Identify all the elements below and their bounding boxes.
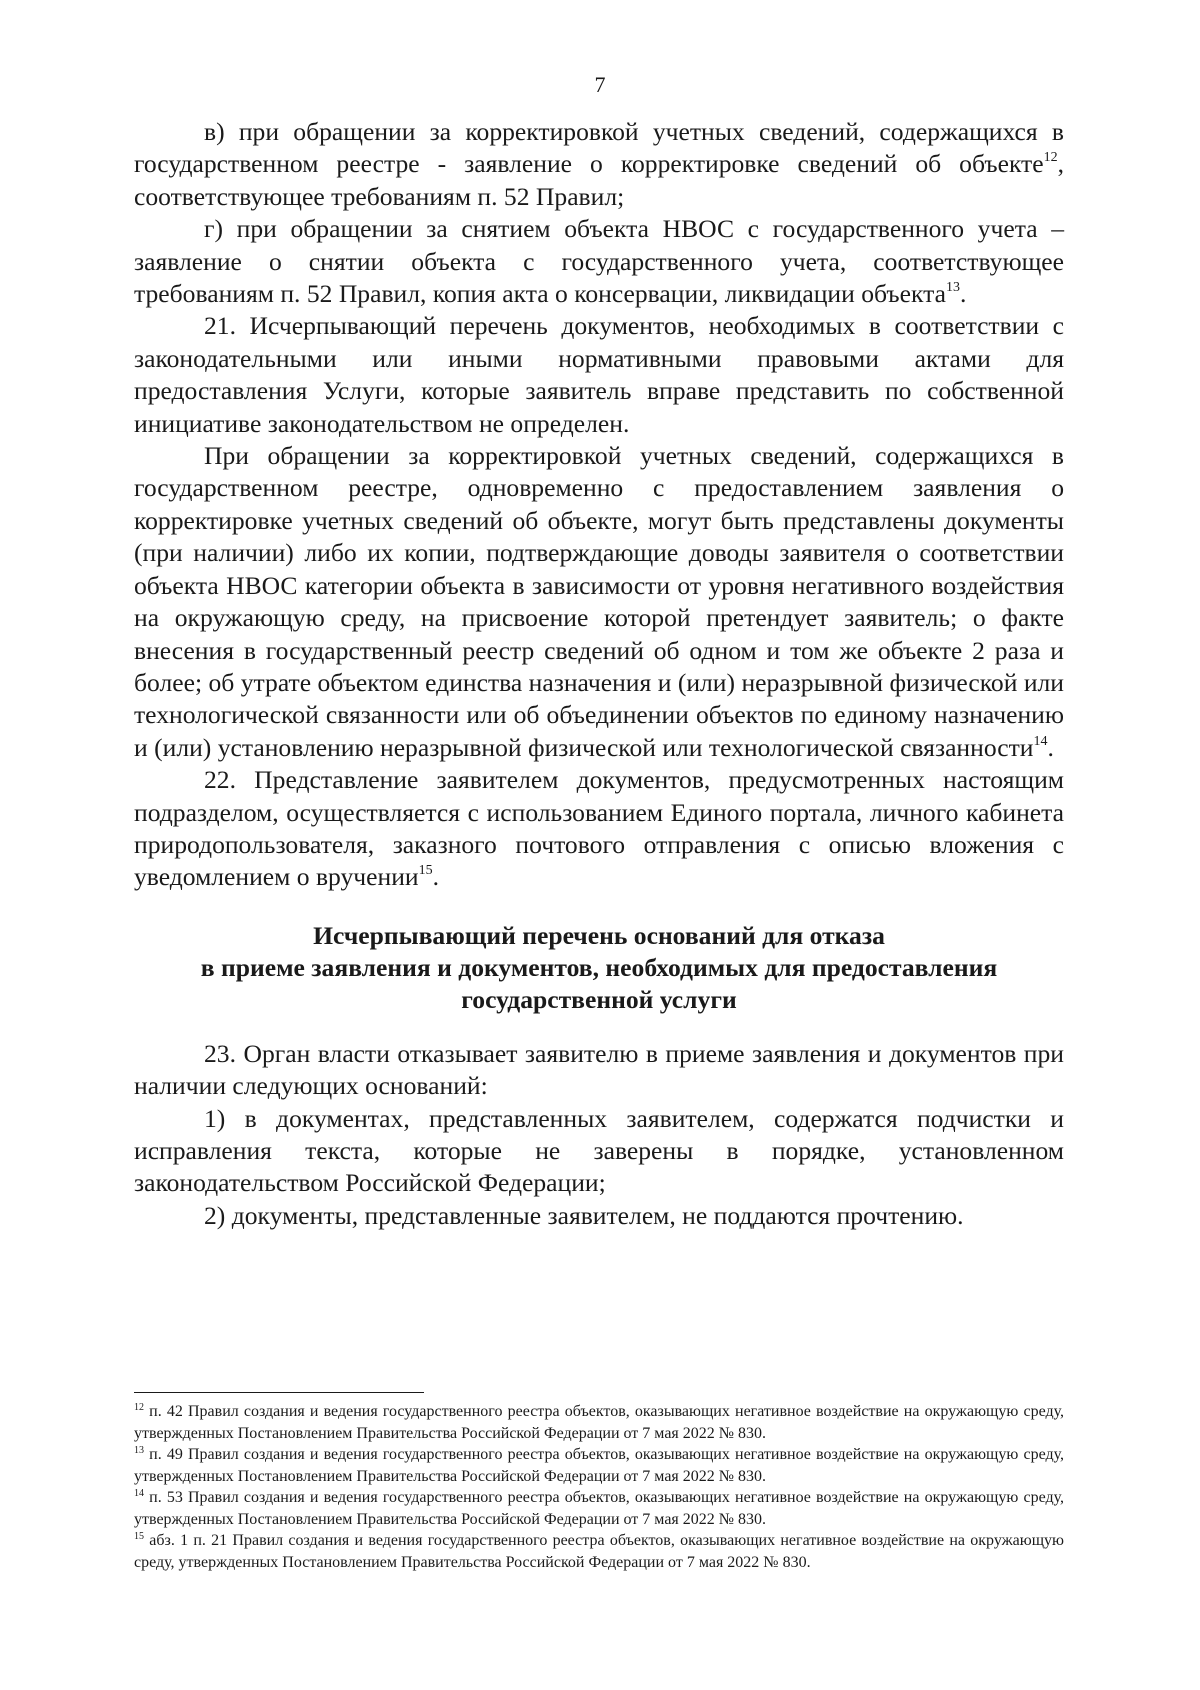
footnote-ref: 13 bbox=[945, 280, 960, 296]
paragraph-v bbox=[134, 116, 1064, 213]
paragraph-g bbox=[134, 213, 1064, 310]
footnote-number: 12 bbox=[134, 1402, 144, 1413]
footnote-text: п. 42 Правил создания и ведения государственного реестра объектов, оказывающих негативное воздействие на окружающую среду, утвержденных Постановлением Правительства Российской Федерации от 7 мая 2022 № 830. bbox=[134, 1403, 1064, 1442]
paragraph-text: При обращении за корректировкой учетных сведений, содержащихся в государственном реестре, одновременно с предоставлением заявления о корректировке учетных сведений об объекте, могут быть представлены документы (при наличии) либо их копии, подтверждающие доводы заявителя о соответствии объекта НВОС категории объекта в зависимости от уровня негативного воздействия на окружающую среду, на присвоение которой претендует заявитель; о факте внесения в государственный реестр сведений об одном и том же объекте 2 раза и более; об утрате объектом единства назначения и (или) неразрывной физической или технологической связанности или об объединении объектов по единому назначению и (или) установлению неразрывной физической или технологической связанности bbox=[134, 441, 1064, 762]
footnote-15 bbox=[134, 1530, 1064, 1573]
footnote-text: п. 53 Правил создания и ведения государственного реестра объектов, оказывающих негативное воздействие на окружающую среду, утвержденных Постановлением Правительства Российской Федерации от 7 мая 2022 № 830. bbox=[134, 1489, 1064, 1528]
footnote-divider bbox=[134, 1392, 424, 1393]
footnote-text: абз. 1 п. 21 Правил создания и ведения государственного реестра объектов, оказывающих негативное воздействие на окружающую среду, утвержденных Постановлением Правительства Российской Федерации от 7 мая 2022 № 830. bbox=[134, 1532, 1064, 1571]
footnote-ref: 14 bbox=[1033, 733, 1048, 749]
paragraph-22 bbox=[134, 764, 1064, 894]
footnotes bbox=[134, 1392, 1064, 1573]
footnote-12 bbox=[134, 1401, 1064, 1444]
paragraph-text: 1) в документах, представленных заявителем, содержатся подчистки и исправления текста, которые не заверены в порядке, установленном законодательством Российской Федерации; bbox=[134, 1103, 1064, 1198]
paragraph-tail: . bbox=[959, 279, 967, 309]
footnote-13 bbox=[134, 1444, 1064, 1487]
heading-line: государственной услуги bbox=[461, 984, 737, 1014]
paragraph-text: в) при обращении за корректировкой учетных сведений, содержащихся в государственном реестре - заявление о корректировке сведений об объекте bbox=[134, 117, 1064, 179]
page-number: 7 bbox=[594, 72, 606, 97]
section-heading bbox=[134, 920, 1064, 1016]
footnote-ref: 15 bbox=[418, 863, 433, 879]
paragraph-21 bbox=[134, 310, 1064, 440]
footnote-ref: 12 bbox=[1043, 150, 1058, 166]
heading-line: Исчерпывающий перечень оснований для отказа bbox=[313, 920, 885, 950]
paragraph-correction bbox=[134, 440, 1064, 764]
paragraph-tail: . bbox=[432, 862, 440, 892]
footnote-number: 13 bbox=[134, 1445, 144, 1456]
list-item-1 bbox=[134, 1103, 1064, 1200]
paragraph-text: 22. Представление заявителем документов, предусмотренных настоящим подразделом, осуществляется с использованием Единого портала, личного кабинета природопользователя, заказного почтового отправления с описью вложения с уведомлением о вручении bbox=[134, 765, 1064, 892]
list-item-2 bbox=[134, 1200, 1064, 1232]
footnote-number: 15 bbox=[134, 1531, 144, 1542]
footnote-number: 14 bbox=[134, 1488, 144, 1499]
document-body bbox=[134, 116, 1064, 1232]
paragraph-tail: , соответствующее требованиям п. 52 Правил; bbox=[134, 149, 1064, 211]
footnote-text: п. 49 Правил создания и ведения государственного реестра объектов, оказывающих негативное воздействие на окружающую среду, утвержденных Постановлением Правительства Российской Федерации от 7 мая 2022 № 830. bbox=[134, 1446, 1064, 1485]
paragraph-23 bbox=[134, 1038, 1064, 1103]
paragraph-text: г) при обращении за снятием объекта НВОС с государственного учета – заявление о снятии объекта с государственного учета, соответствующее требованиям п. 52 Правил, копия акта о консервации, ликвидации объекта bbox=[134, 214, 1064, 309]
footnote-14 bbox=[134, 1487, 1064, 1530]
paragraph-tail: . bbox=[1047, 732, 1054, 762]
paragraph-text: 2) документы, представленные заявителем, не поддаются прочтению. bbox=[204, 1200, 964, 1230]
paragraph-text: 23. Орган власти отказывает заявителю в приеме заявления и документов при наличии следующих оснований: bbox=[134, 1038, 1064, 1101]
paragraph-text: 21. Исчерпывающий перечень документов, необходимых в соответствии с законодательными или иными нормативными правовыми актами для предоставления Услуги, которые заявитель вправе представить по собственной инициативе законодательством не определен. bbox=[134, 311, 1064, 438]
heading-line: в приеме заявления и документов, необходимых для предоставления bbox=[200, 952, 998, 982]
